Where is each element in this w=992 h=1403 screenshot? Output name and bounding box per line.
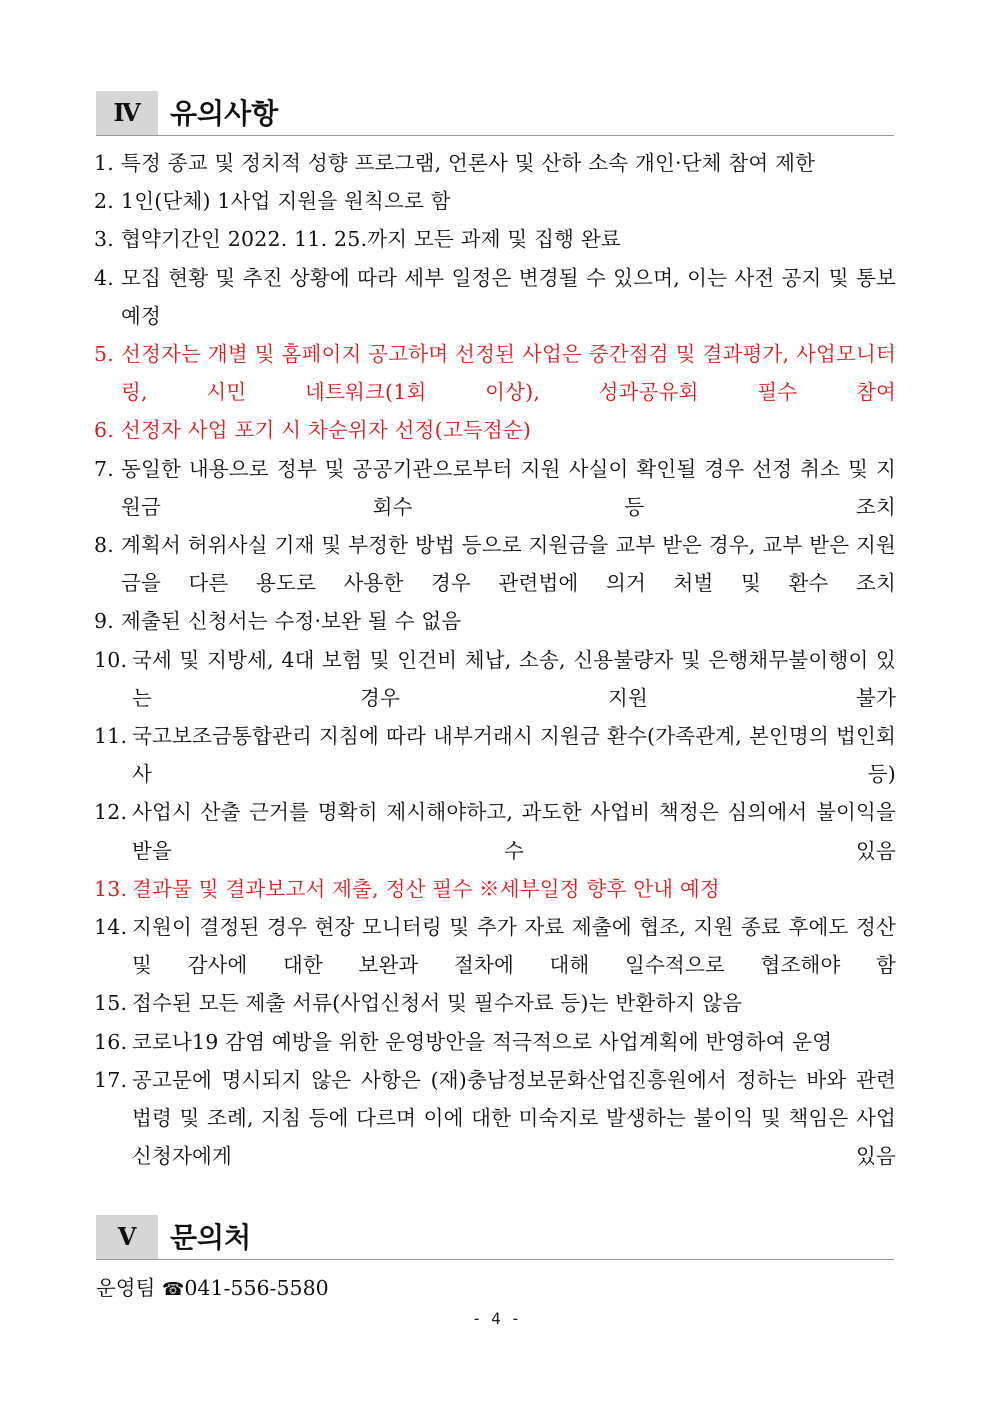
- item-text: 결과물 및 결과보고서 제출, 정산 필수 ※세부일정 향후 안내 예정: [132, 876, 720, 901]
- item-number: 9.: [94, 609, 114, 634]
- item-text: 지원이 결정된 경우 현장 모니터링 및 추가 자료 제출에 협조, 지원 종료 후에도 정산 및 감사에 대한 보완과 절차에 대해 일수적으로 협조해야 함: [132, 915, 896, 978]
- list-item: [94, 602, 896, 640]
- item-text: 협약기간인 2022. 11. 25.까지 모든 과제 및 집행 완료: [121, 227, 621, 252]
- item-number: 16.: [94, 1029, 128, 1054]
- section-number: Ⅳ: [96, 91, 158, 135]
- item-number: 17.: [94, 1067, 128, 1092]
- item-number: 10.: [94, 647, 128, 672]
- item-number: 14.: [94, 915, 128, 940]
- item-number: 15.: [94, 991, 128, 1016]
- contact-team: 운영팀: [96, 1276, 156, 1300]
- item-text: 국고보조금통합관리 지침에 따라 내부거래시 지원금 환수(가족관계, 본인명의 법인회사 등): [132, 724, 896, 787]
- item-number: 3.: [94, 227, 114, 252]
- item-number: 1.: [94, 151, 114, 175]
- item-number: 8.: [94, 533, 114, 558]
- contact-line: [96, 1273, 329, 1305]
- item-number: 6.: [94, 418, 114, 443]
- list-item: [94, 1061, 896, 1176]
- list-item: [94, 1023, 896, 1061]
- list-item: [94, 717, 896, 793]
- phone-icon: ☎: [161, 1279, 185, 1300]
- section-v-header: [96, 1215, 894, 1260]
- list-item: [94, 144, 896, 182]
- item-text: 국세 및 지방세, 4대 보험 및 인건비 체납, 소송, 신용불량자 및 은행채무불이행이 있는 경우 지원 불가: [132, 647, 896, 710]
- list-item: [94, 182, 896, 220]
- list-item: [94, 335, 896, 411]
- contact-phone: 041-556-5580: [184, 1276, 329, 1300]
- section-title: 유의사항: [170, 97, 279, 130]
- item-text: 제출된 신청서는 수정·보완 될 수 없음: [121, 609, 462, 634]
- list-item: [94, 908, 896, 984]
- section-iv-header: [96, 91, 894, 136]
- list-item: [94, 220, 896, 258]
- item-number: 13.: [94, 876, 128, 901]
- page-number: - 4 -: [471, 1309, 521, 1328]
- item-text: 사업시 산출 근거를 명확히 제시해야하고, 과도한 사업비 책정은 심의에서 불이익을 받을 수 있음: [132, 800, 896, 863]
- list-item: [94, 450, 896, 526]
- item-text: 계획서 허위사실 기재 및 부정한 방법 등으로 지원금을 교부 받은 경우, 교부 받은 지원금을 다른 용도로 사용한 경우 관련법에 의거 처벌 및 환수 조치: [121, 533, 896, 596]
- list-item: [94, 411, 896, 449]
- list-item: [94, 259, 896, 335]
- item-text: 동일한 내용으로 정부 및 공공기관으로부터 지원 사실이 확인될 경우 선정 취소 및 지원금 회수 등 조치: [121, 456, 896, 519]
- item-text: 선정자는 개별 및 홈페이지 공고하며 선정된 사업은 중간점검 및 결과평가, 사업모니터링, 시민 네트워크(1회 이상), 성과공유회 필수 참여: [121, 342, 896, 405]
- list-item: [94, 641, 896, 717]
- list-item: [94, 984, 896, 1022]
- item-text: 모집 현황 및 추진 상황에 따라 세부 일정은 변경될 수 있으며, 이는 사전 공지 및 통보 예정: [121, 265, 896, 328]
- list-item: [94, 793, 896, 869]
- item-text: 선정자 사업 포기 시 차순위자 선정(고득점순): [121, 418, 532, 443]
- item-text: 1인(단체) 1사업 지원을 원칙으로 함: [121, 189, 451, 214]
- item-text: 공고문에 명시되지 않은 사항은 (재)충남정보문화산업진흥원에서 정하는 바와 관련 법령 및 조례, 지침 등에 다르며 이에 대한 미숙지로 발생하는 불이익 및 책임은 사업 신청자에게 있음: [132, 1067, 896, 1169]
- item-number: 12.: [94, 800, 128, 825]
- item-text: 접수된 모든 제출 서류(사업신청서 및 필수자료 등)는 반환하지 않음: [132, 991, 743, 1016]
- item-text: 특정 종교 및 정치적 성향 프로그램, 언론사 및 산하 소속 개인·단체 참여 제한: [121, 151, 816, 175]
- item-number: 5.: [94, 342, 114, 367]
- section-title: 문의처: [170, 1221, 252, 1254]
- list-item: [94, 526, 896, 602]
- item-number: 2.: [94, 189, 114, 214]
- list-item: [94, 870, 896, 908]
- item-number: 4.: [94, 265, 114, 290]
- section-number: Ⅴ: [96, 1215, 158, 1259]
- item-number: 11.: [94, 724, 128, 749]
- item-text: 코로나19 감염 예방을 위한 운영방안을 적극적으로 사업계획에 반영하여 운영: [132, 1029, 833, 1054]
- notes-list: [94, 144, 896, 1175]
- item-number: 7.: [94, 456, 114, 481]
